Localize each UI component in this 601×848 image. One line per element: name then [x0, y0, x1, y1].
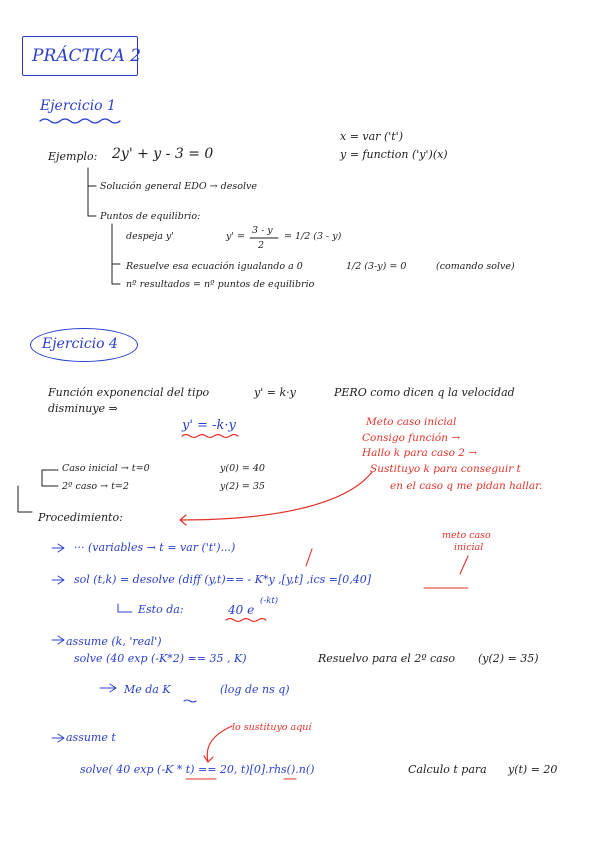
- despeja-frac-num: 3 - y: [252, 225, 273, 236]
- resuelve-text: Resuelve esa ecuación igualando a 0: [126, 261, 303, 272]
- ej4-intro-b: PERO como dicen q la velocidad: [334, 386, 515, 399]
- ejemplo-label: Ejemplo:: [48, 150, 98, 163]
- yfun-line: y = function ('y')(x): [340, 148, 448, 161]
- resuelvo-text: Resuelvo para el 2º caso: [318, 652, 455, 665]
- despeja-frac-den: 2: [258, 240, 265, 251]
- resultados-text: nº resultados = nº puntos de equilibrio: [126, 279, 315, 290]
- red-note-2: Consigo función →: [362, 432, 461, 444]
- me-da-k: Me da K: [124, 683, 171, 696]
- despeja-label: despeja y': [126, 231, 174, 242]
- ej4-intro-eq: y' = k·y: [254, 386, 296, 399]
- resuelvo-eq: (y(2) = 35): [478, 652, 539, 665]
- red-note-5: en el caso q me pidan hallar.: [390, 480, 543, 492]
- meto-caso-2: inicial: [454, 542, 484, 553]
- solve-k: solve (40 exp (-K*2) == 35 , K): [74, 652, 247, 665]
- ej4-tree-lines: [42, 470, 58, 486]
- esto-da-eq: 40 e: [228, 603, 255, 617]
- resuelve-eq: 1/2 (3-y) = 0: [346, 261, 407, 272]
- ej1-item-2: Puntos de equilibrio:: [100, 211, 201, 222]
- log-note: (log de ns q): [220, 683, 290, 696]
- variables-line: ··· (variables → t = var ('t')...): [74, 541, 236, 554]
- solve-t: solve( 40 exp (-K * t) == 20, t)[0].rhs().n(): [80, 763, 315, 776]
- case2-b: y(2) = 35: [220, 481, 265, 492]
- esto-da-exp: (-kt): [260, 596, 279, 606]
- red-note-1: Meto caso inicial: [366, 416, 457, 428]
- assume-t: assume t: [66, 731, 116, 744]
- ej1-wavy-underline: [40, 119, 120, 123]
- assume-k: assume (k, 'real'): [66, 635, 162, 648]
- ej4-heading: Ejercicio 4: [42, 336, 118, 352]
- esto-da-label: Esto da:: [138, 603, 184, 616]
- page-title: PRÁCTICA 2: [32, 46, 142, 66]
- red-note-4: Sustituyo k para conseguir t: [370, 463, 521, 475]
- resuelve-note: (comando solve): [436, 261, 515, 272]
- calculo-text: Calculo t para: [408, 763, 487, 776]
- procedimiento-label: Procedimiento:: [38, 511, 123, 524]
- case1-a: Caso inicial → t=0: [62, 463, 150, 474]
- lo-sustituyo: lo sustituyo aquí: [232, 722, 312, 733]
- eq-neg: y' = -k·y: [182, 418, 236, 433]
- case1-b: y(0) = 40: [220, 463, 265, 474]
- sol-line: sol (t,k) = desolve (diff (y,t)== - K*y ,[y,t] ,ics =[0,40]: [74, 573, 372, 586]
- red-note-3: Hallo k para caso 2 →: [362, 447, 478, 459]
- ej1-item-1: Solución general EDO → desolve: [100, 181, 257, 192]
- despeja-eq-b: = 1/2 (3 - y): [284, 231, 342, 242]
- ejemplo-equation: 2y' + y - 3 = 0: [112, 146, 214, 162]
- meto-caso-1: meto caso: [442, 530, 491, 541]
- calculo-eq: y(t) = 20: [508, 763, 558, 776]
- xvar-line: x = var ('t'): [340, 130, 403, 143]
- ej4-intro-a: Función exponencial del tipo: [48, 386, 210, 399]
- eq-neg-red-wave: [182, 435, 238, 438]
- ej1-heading: Ejercicio 1: [40, 98, 116, 114]
- ej4-intro-c: disminuye ⇒: [48, 402, 118, 415]
- ej1-tree-lines: [88, 168, 96, 216]
- red-curve-arrow: [180, 472, 372, 520]
- case2-a: 2º caso → t=2: [62, 481, 129, 492]
- despeja-eq-a: y' =: [226, 231, 245, 242]
